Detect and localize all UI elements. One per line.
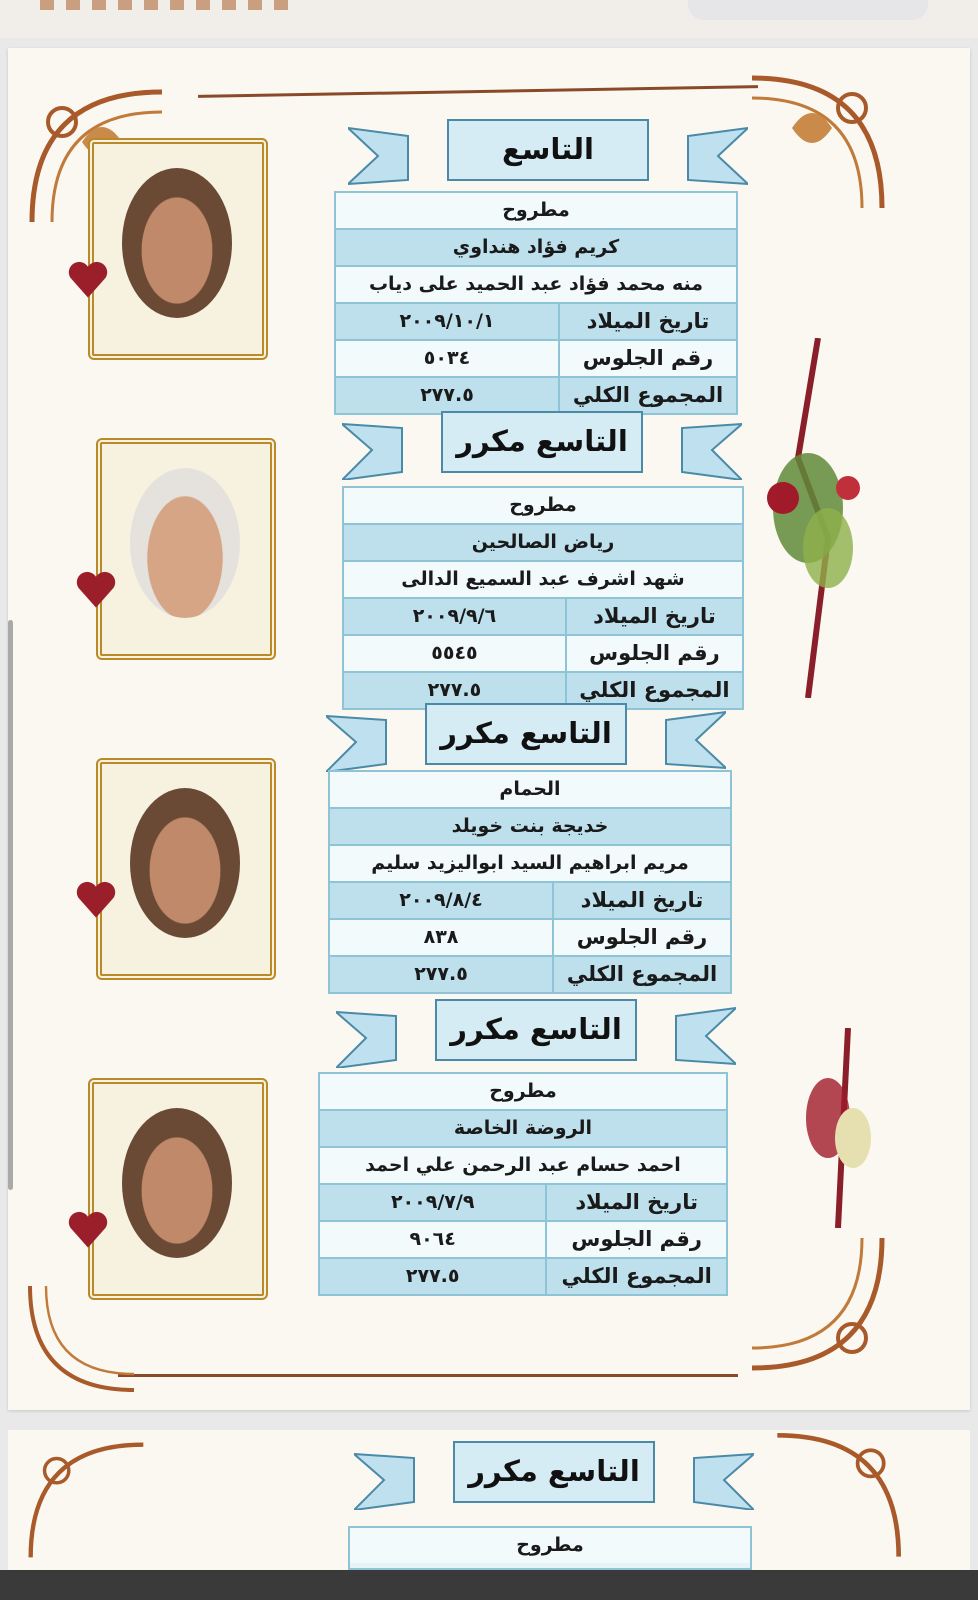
total-value: ٢٧٧.٥ (405, 1265, 460, 1287)
grade-title: التاسع مكرر (456, 424, 628, 458)
school-cell: كريم فؤاد هنداوي (336, 230, 736, 267)
student-card (328, 770, 732, 994)
student-photo (130, 468, 240, 618)
total-row (330, 957, 730, 992)
school-cell: خديجة بنت خويلد (330, 809, 730, 846)
birth-row (344, 599, 742, 636)
scrollbar[interactable] (8, 620, 13, 1190)
seat-row (344, 636, 742, 673)
student-name-cell: شهد اشرف عبد السميع الدالى (344, 562, 742, 599)
student-photo-frame (60, 118, 270, 358)
ornament-corner-icon (768, 1426, 908, 1566)
village-cell: الحمام (330, 772, 730, 809)
total-label: المجموع الكلي (565, 673, 742, 708)
total-label: المجموع الكلي (552, 957, 730, 992)
student-name-cell: منه محمد فؤاد عبد الحميد على دياب (336, 267, 736, 304)
ornament-corner-icon (22, 1436, 152, 1566)
grade-title: التاسع (502, 132, 594, 166)
total-value: ٢٧٧.٥ (420, 384, 474, 406)
village-cell: مطروح (344, 488, 742, 525)
school-cell: الروضة الخاصة (320, 1111, 726, 1148)
seat-row (320, 1222, 726, 1259)
village-cell: مطروح (320, 1074, 726, 1111)
student-photo (130, 788, 240, 938)
student-card (334, 191, 738, 415)
birth-value: ٢٠٠٩/٩/٦ (412, 605, 497, 627)
grade-title: التاسع مكرر (450, 1012, 622, 1046)
flower-decoration-icon (798, 1028, 888, 1228)
bottom-bar (0, 1570, 978, 1600)
village-cell: مطروح (350, 1528, 750, 1563)
next-certificate-page (8, 1430, 970, 1570)
student-name-cell: مريم ابراهيم السيد ابواليزيد سليم (330, 846, 730, 883)
grade-ribbon (336, 998, 736, 1068)
birth-label: تاريخ الميلاد (545, 1185, 726, 1220)
toolbar-pill[interactable] (688, 0, 928, 20)
student-card (342, 486, 744, 710)
seat-row (330, 920, 730, 957)
seat-value: ٩٠٦٤ (409, 1228, 456, 1250)
ornament-corner-icon (742, 1228, 892, 1378)
total-value: ٢٧٧.٥ (414, 963, 468, 985)
birth-row (336, 304, 736, 341)
grade-ribbon (342, 410, 742, 480)
total-value: ٢٧٧.٥ (427, 679, 482, 701)
student-photo-frame (60, 1058, 270, 1298)
birth-label: تاريخ الميلاد (552, 883, 730, 918)
flower-decoration-icon (758, 338, 878, 698)
frame-bottom-line (118, 1374, 738, 1377)
previous-page-edge (0, 0, 978, 38)
total-row (336, 378, 736, 413)
birth-label: تاريخ الميلاد (565, 599, 742, 634)
seat-value: ٥٠٣٤ (423, 347, 471, 369)
birth-value: ٢٠٠٩/٧/٩ (390, 1191, 475, 1213)
student-card (348, 1526, 752, 1570)
total-label: المجموع الكلي (558, 378, 736, 413)
student-photo-frame (68, 418, 278, 658)
seat-label: رقم الجلوس (552, 920, 730, 955)
birth-label: تاريخ الميلاد (558, 304, 736, 339)
total-row (320, 1259, 726, 1294)
seat-value: ٥٥٤٥ (431, 642, 478, 664)
grade-title: التاسع مكرر (468, 1454, 640, 1488)
heart-icon (74, 878, 118, 922)
grade-ribbon (326, 702, 726, 772)
frame-top-line (198, 85, 758, 98)
birth-row (330, 883, 730, 920)
student-card (318, 1072, 728, 1296)
certificate-page (8, 48, 970, 1410)
school-cell: رياض الصالحين (344, 525, 742, 562)
grade-ribbon (348, 118, 748, 188)
birth-value: ٢٠٠٩/٨/٤ (399, 889, 483, 911)
ornament-corner-icon (742, 68, 892, 218)
student-photo (122, 1108, 232, 1258)
total-label: المجموع الكلي (545, 1259, 726, 1294)
heart-icon (66, 258, 110, 302)
grade-title: التاسع مكرر (440, 716, 612, 750)
seat-value: ٨٣٨ (423, 926, 459, 948)
birth-value: ٢٠٠٩/١٠/١ (399, 310, 495, 332)
seat-label: رقم الجلوس (545, 1222, 726, 1257)
heart-icon (74, 568, 118, 612)
seat-label: رقم الجلوس (558, 341, 736, 376)
student-name-cell: احمد حسام عبد الرحمن علي احمد (320, 1148, 726, 1185)
village-cell: مطروح (336, 193, 736, 230)
seat-label: رقم الجلوس (565, 636, 742, 671)
birth-row (320, 1185, 726, 1222)
seat-row (336, 341, 736, 378)
heart-icon (66, 1208, 110, 1252)
student-photo (122, 168, 232, 318)
ornament-strip (40, 0, 300, 10)
student-photo-frame (68, 738, 278, 978)
grade-ribbon (354, 1440, 754, 1510)
